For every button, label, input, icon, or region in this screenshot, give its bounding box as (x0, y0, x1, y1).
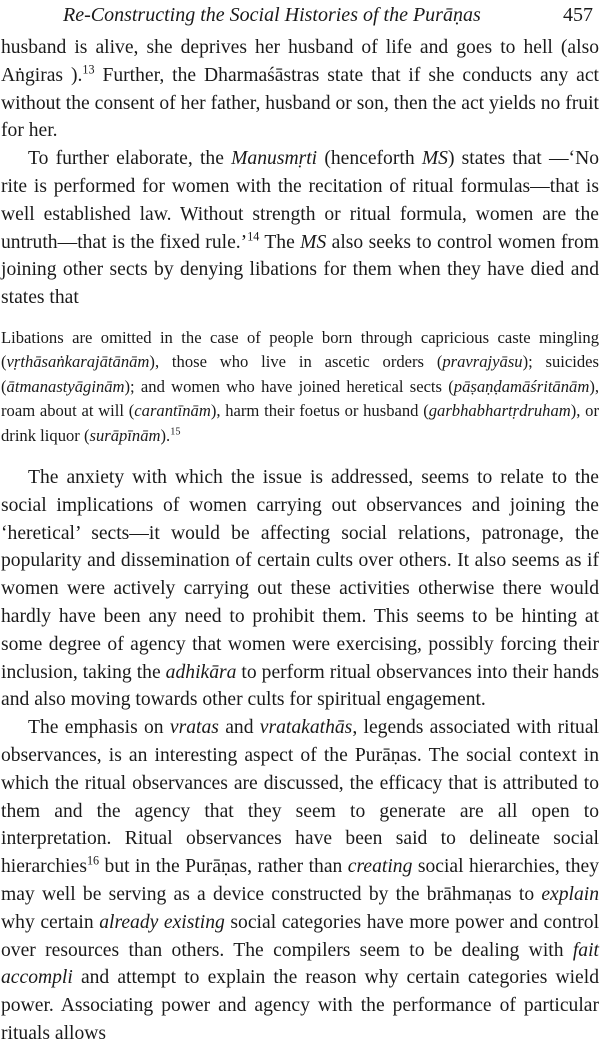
text-run: also seeks to control women from joining other sects by denying libations for them when they have died and states that (1, 231, 599, 309)
sanskrit-term: pravrajyāsu (442, 352, 523, 372)
sanskrit-term: adhikāra (165, 661, 237, 683)
work-abbreviation: MS (300, 231, 327, 253)
page-number: 457 (563, 4, 593, 26)
sanskrit-term: garbhabhartṛdruham (428, 401, 571, 421)
text-run: , legends associated with ritual observances, is an interesting aspect of the Purāṇas. The social context in which the ritual observances are discussed, the efficacy that is attributed to them and the agency that they seem to generate are all open to interpretation. Ritual observances have been said to delineate social hierarchies (1, 717, 599, 878)
body-text (1, 34, 599, 1048)
text-run: ). (160, 425, 171, 445)
sanskrit-term: vratakathās (259, 717, 353, 739)
text-run: The (259, 231, 301, 253)
emphasis: creating (347, 856, 413, 878)
text-run: why certain (1, 911, 100, 933)
text-run: social categories have more power and control over resources than others. The compilers seem to be dealing with (1, 911, 600, 961)
sanskrit-term: ātmanastyāginām (6, 376, 125, 396)
text-run: ), or drink liquor ( (1, 401, 599, 445)
sanskrit-term: pāṣaṇḍamāśritānām (453, 376, 590, 396)
emphasis: fait accompli (1, 939, 599, 989)
work-title: Manusmṛti (231, 148, 318, 170)
footnote-ref-16: 16 (86, 853, 100, 868)
text-run: Libations are omitted in the case of people born through capricious caste mingling ( (1, 327, 599, 372)
text-run: The emphasis on (28, 717, 170, 739)
block-quote (1, 326, 599, 448)
text-run: To further elaborate, the (28, 148, 232, 170)
sanskrit-term: surāpīnām (89, 425, 161, 445)
paragraph-continuation (1, 34, 599, 145)
text-run: (henceforth (317, 148, 422, 170)
paragraph-vratas (1, 714, 599, 1048)
sanskrit-term: carantīnām (134, 401, 211, 421)
emphasis: already existing (99, 911, 225, 933)
emphasis: explain (541, 883, 599, 905)
text-run: ); suicides ( (1, 352, 599, 396)
running-header (1, 0, 599, 34)
paragraph-manusmrti (1, 145, 599, 312)
text-run: social hierarchies, they may well be serving as a device constructed by the brāhmaṇas to (1, 856, 599, 905)
text-run: The anxiety with which the issue is addressed, seems to relate to the social implications of women carrying out observances and joining the ‘heretical’ sects—it would be affecting social relations, patronage, the popularity and dissemination of certain cults over others. It also seems as if women were actively carrying out these activities otherwise there would hardly have been any need to prohibit them. This seems to be hinting at some degree of agency that women were exercising, possibly forcing their inclusion, taking the (1, 467, 599, 683)
footnote-ref-14: 14 (247, 229, 260, 244)
text-run: and attempt to explain the reason why certain categories wield power. Associating power and agency with the performance of particular rituals allows (1, 967, 599, 1044)
text-run: Further, the Dharmaśāstras state that if she conducts any act without the consent of her father, husband or son, then the act yields no fruit for her. (1, 64, 599, 142)
work-abbreviation: MS (421, 148, 448, 170)
footnote-ref-13: 13 (82, 62, 95, 77)
text-run: ); and women who have joined heretical sects ( (124, 376, 454, 396)
text-run: ) states that —‘No rite is performed for women with the recitation of ritual formulas—that is well established law. Without strength or ritual formula, women are the untruth—that is the fixed rule.’ (1, 148, 600, 253)
paragraph-anxiety (1, 464, 599, 714)
text-run: ), harm their foetus or husband ( (210, 401, 429, 421)
text-run: and (218, 717, 260, 739)
text-run: husband is alive, she deprives her husband of life and goes to hell (also Aṅgiras ). (1, 37, 599, 86)
text-run: ), those who live in ascetic orders ( (149, 352, 443, 372)
text-run: but in the Purāṇas, rather than (99, 856, 348, 878)
text-run: ), roam about at will ( (1, 376, 599, 421)
footnote-ref-15: 15 (170, 426, 181, 438)
running-title: Re-Constructing the Social Histories of the Purāṇas (63, 4, 481, 26)
text-run: to perform ritual observances into their hands and also moving towards other cults for spiritual engagement. (1, 661, 599, 711)
sanskrit-term: vratas (169, 717, 219, 739)
sanskrit-term: vṛthāsaṅkarajātānām (6, 352, 150, 372)
